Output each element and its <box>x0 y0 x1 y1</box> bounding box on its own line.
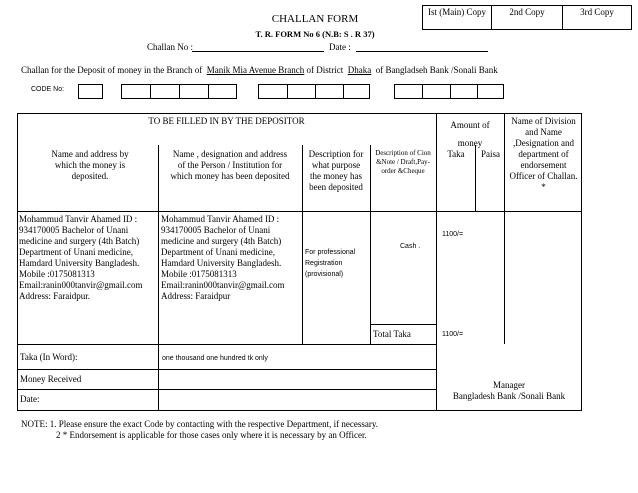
challan-no-field[interactable] <box>192 41 324 52</box>
words-label: Taka (In Word): <box>20 352 78 362</box>
code-box-group[interactable] <box>258 84 370 99</box>
col-paisa-header: Paisa <box>481 149 500 159</box>
code-box-group[interactable] <box>394 84 504 99</box>
depositor-heading: TO BE FILLED IN BY THE DEPOSITOR <box>148 116 305 126</box>
col-depositor-header: Name and address by which the money is deposited. <box>51 149 129 181</box>
copy-labels <box>422 5 632 30</box>
taka-value: 1100/= <box>442 231 464 238</box>
challan-no-label: Challan No : <box>147 42 193 52</box>
note-1: NOTE: 1. Please ensure the exact Code by contacting with the respective Department, if necessary. <box>21 419 379 429</box>
date-field-top[interactable] <box>356 41 488 52</box>
branch-name: Manik Mia Avenue Branch <box>206 65 305 75</box>
col-purpose-header: Description for what purpose the money has been deposited <box>308 149 364 192</box>
date-label-top: Date : <box>329 42 351 52</box>
district-name: Dhaka <box>347 65 372 75</box>
manager-title: Manager <box>493 380 525 390</box>
copy-label-third: 3rd Copy <box>562 5 632 30</box>
deposit-suffix: of Bangladseh Bank /Sonali Bank <box>375 65 498 75</box>
form-title: CHALLAN FORM <box>271 13 359 25</box>
copy-label-main: Ist (Main) Copy <box>422 5 492 30</box>
depositor-details: Mohammud Tanvir Ahamed ID : 934170005 Bachelor of Unani medicine and surgery (4th Batch) Department of Unani medicine, Hamdard University Bangladesh. Mobile :0175081313 Email:ranin000tanvir@gmail.com Address: Faraidpur. <box>19 214 143 301</box>
deposit-line <box>21 65 498 75</box>
amount-heading: Amount of money <box>450 120 490 148</box>
col-taka-header: Taka <box>447 149 465 159</box>
district-label: of District <box>306 65 344 75</box>
col-person-header: Name , designation and address of the Person / Institution for which money has been deposited <box>170 149 290 181</box>
words-value: one thousand one hundred tk only <box>162 355 268 362</box>
copy-label-second: 2nd Copy <box>491 5 563 30</box>
received-label: Money Received <box>20 374 82 384</box>
coin-value: Cash . <box>400 243 421 250</box>
form-subtitle: T. R. FORM No 6 (N.B: S . R 37) <box>255 29 375 39</box>
col-coin-header: Description of Cion &Note / Draft,Pay-order &Cheque <box>375 149 431 175</box>
note-2: 2 * Endorsement is applicable for those cases only where it is necessary by an Officer. <box>56 430 367 440</box>
total-label: Total Taka <box>373 329 411 339</box>
deposit-prefix: Challan for the Deposit of money in the Branch of <box>21 65 203 75</box>
code-box[interactable] <box>78 84 103 99</box>
code-box-group[interactable] <box>121 84 237 99</box>
manager-bank: Bangladesh Bank /Sonali Bank <box>452 391 566 401</box>
received-date-label: Date: <box>20 394 40 404</box>
total-value: 1100/= <box>442 331 464 338</box>
person-details: Mohammud Tanvir Ahamed ID : 934170005 Bachelor of Unani medicine and surgery (4th Batch) Department of Unani medicine, Hamdard University Bangladesh. Mobile :0175081313 Email:ranin000tanvir@gmail.com Address: Faraidpur <box>161 214 285 301</box>
purpose-value: For professional Registration (provisional) <box>305 249 356 278</box>
division-heading: Name of Division and Name ,Designation and department of endorsement Officer of Challan. * <box>509 116 578 192</box>
code-label: CODE No: <box>31 86 65 93</box>
